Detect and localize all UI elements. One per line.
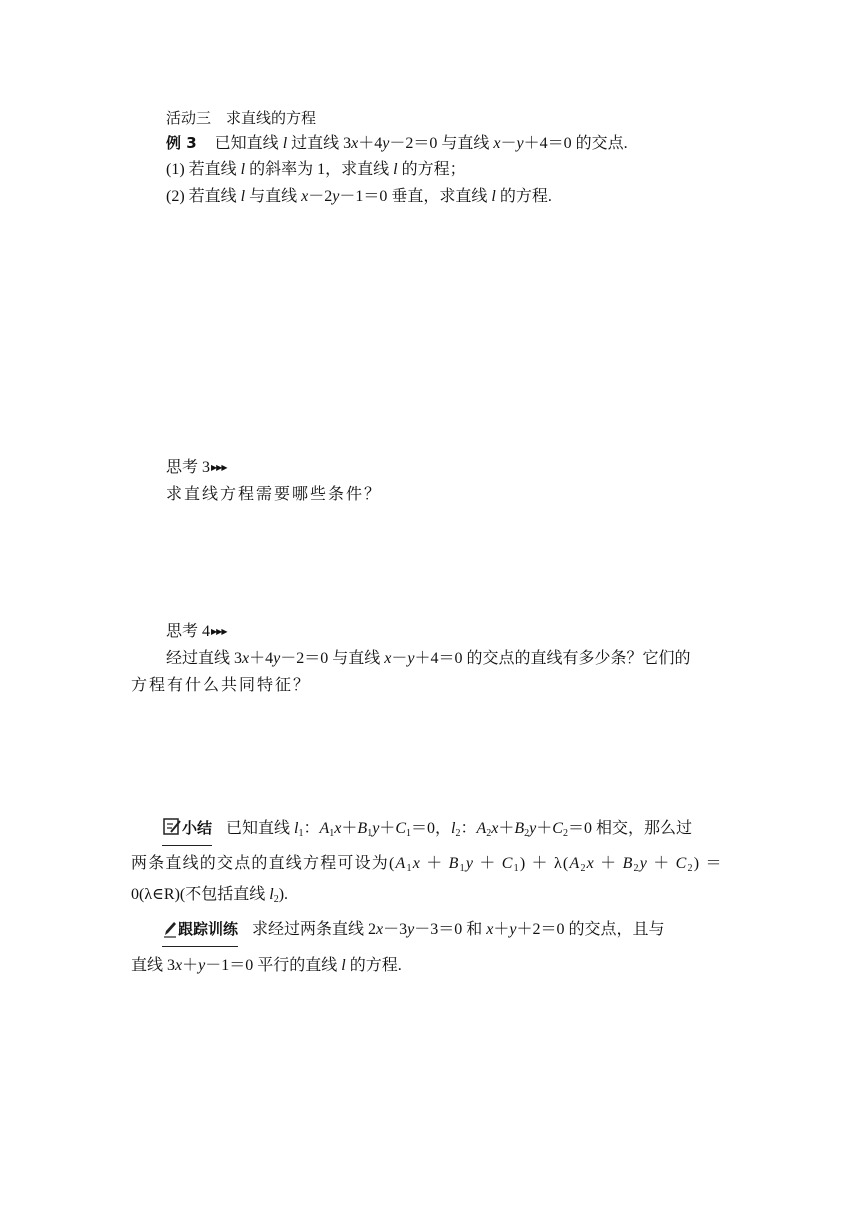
summary-line-3: 0(λ∈R)(不包括直线 $l_2$). <box>131 886 289 905</box>
think-3-question: 求直线方程需要哪些条件？ <box>166 486 383 503</box>
think-4-question-line-1: 经过直线 3x＋4y－2＝0 与直线 x－y＋4＝0 的交点的直线有多少条？它们的 <box>166 650 691 667</box>
triple-arrow-icon: ▶▶▶ <box>211 627 227 636</box>
summary-line-1: 小结 已知直线 $l_1$：$A_1x+B_1y+C_1=0$，$l_2$：$A_2x+B_2y+C_2=0$ 相交，那么过 <box>162 817 692 846</box>
example-label: 例 3 <box>166 134 197 152</box>
think-4-label: 思考 4 <box>166 623 211 640</box>
think-3-heading <box>166 457 226 479</box>
practice-tag <box>162 918 238 947</box>
practice-line-1: 跟踪训练 求经过两条直线 2x－3y－3＝0 和 x＋y＋2＝0 的交点，且与 <box>162 918 665 947</box>
think-4-question-line-2: 方程有什么共同特征？ <box>131 677 312 694</box>
activity-title <box>166 107 316 129</box>
pencil-icon <box>162 920 178 945</box>
example-intro: 例 3 已知直线 l 过直线 3x＋4y－2＝0 与直线 x－y＋4＝0 的交点. <box>166 134 628 152</box>
practice-tag-label: 跟踪训练 <box>178 920 239 938</box>
summary-tag-label: 小结 <box>182 819 213 837</box>
note-icon <box>162 817 182 844</box>
triple-arrow-icon: ▶▶▶ <box>211 463 227 472</box>
think-4-heading <box>166 621 226 643</box>
think-3-label: 思考 3 <box>166 459 211 476</box>
example-question-1: (1) 若直线 l 的斜率为 1，求直线 l 的方程； <box>166 161 466 178</box>
summary-line-2: 两条直线的交点的直线方程可设为$(A_1x + B_1y + C_1) + \lambda(A_2x + B_2y + C_2)$ ＝ <box>131 855 723 874</box>
practice-line-2: 直线 3x＋y－1＝0 平行的直线 l 的方程. <box>131 957 402 974</box>
activity-title-text: 活动三 求直线的方程 <box>166 109 317 127</box>
summary-tag <box>162 817 212 846</box>
example-question-2: (2) 若直线 l 与直线 x－2y－1＝0 垂直，求直线 l 的方程. <box>166 188 552 205</box>
